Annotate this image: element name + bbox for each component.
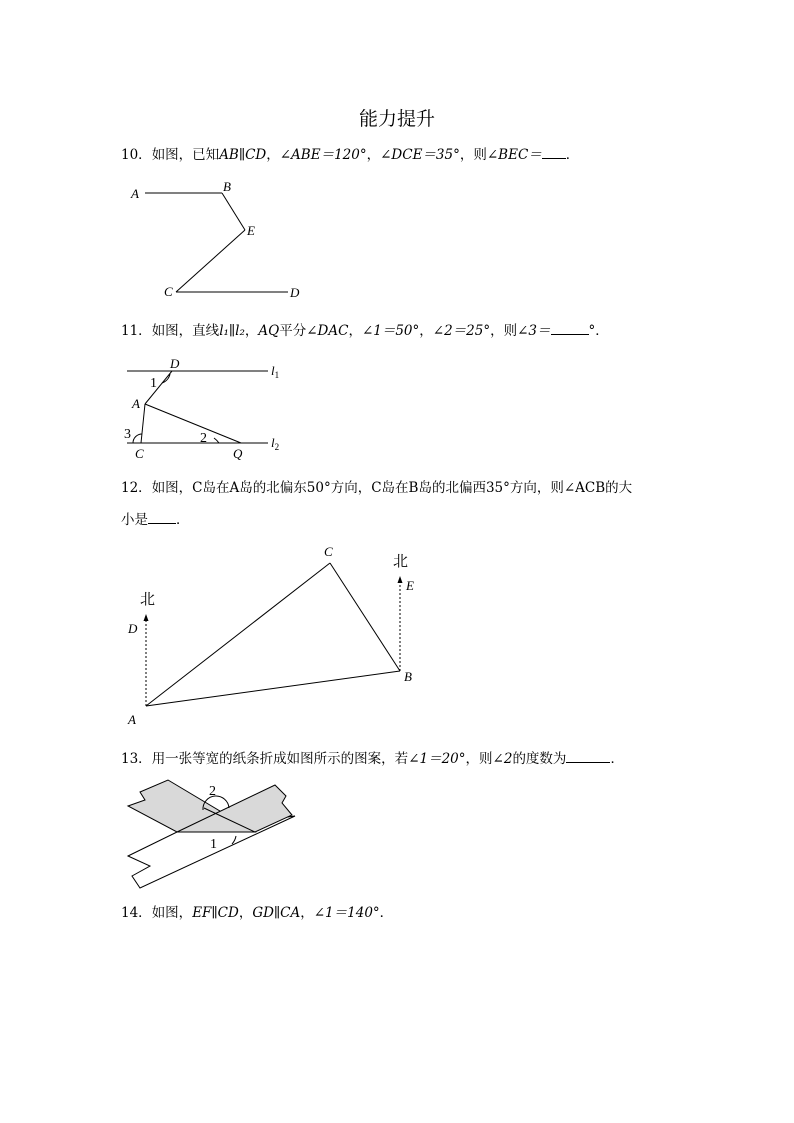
math-expression: ∠1＝50° (361, 323, 420, 339)
question-number: 11． (121, 323, 152, 339)
math-expression: ∠2＝25° (432, 323, 491, 339)
north-label-a: 北 (140, 590, 156, 608)
question-text: 如图， (151, 905, 193, 921)
point-label-b: B (223, 179, 231, 194)
question-number: 14． (121, 905, 152, 921)
math-expression: ∠1＝20° (408, 751, 466, 767)
question-text: ． (610, 751, 624, 767)
question-text: 如图，已知 (151, 147, 220, 163)
question-number: 12． (121, 480, 152, 496)
question-text: 平分 (279, 323, 307, 339)
point-label-b: B (404, 669, 412, 684)
question-number: 13． (121, 751, 152, 767)
math-expression: EF∥CD (192, 905, 239, 921)
math-expression: l₁∥l₂ (219, 323, 245, 339)
angle-label-1: 1 (210, 837, 217, 852)
question-text: ，则 (465, 751, 493, 767)
question-text: ，则 (459, 147, 487, 163)
angle-label-1: 1 (150, 376, 157, 391)
question-text: ， (419, 323, 433, 339)
point-label-d: D (290, 285, 300, 300)
question-text: ，则 (490, 323, 518, 339)
math-expression: GD∥CA (252, 905, 301, 921)
question-text: ． (565, 147, 580, 163)
north-label-b: 北 (393, 552, 409, 570)
point-label-q: Q (233, 446, 243, 461)
question-number: 10． (121, 147, 152, 163)
question-text: ． (176, 512, 190, 528)
question-text: ， (238, 905, 253, 921)
question-text: 用一张等宽的纸条折成如图所示的图案，若 (151, 751, 409, 767)
math-expression: ∠ABE＝120° (279, 147, 367, 163)
question-text: ， (348, 323, 362, 339)
point-label-e: E (406, 578, 414, 593)
question-text: ． (379, 905, 394, 921)
question-text: ， (300, 905, 314, 921)
question-14 (121, 903, 393, 923)
angle-label-3: 3 (124, 427, 131, 442)
question-text: 小是 (121, 512, 148, 528)
question-text: 的度数为 (512, 751, 567, 767)
angle-label-2: 2 (209, 784, 216, 799)
point-label-c: C (135, 446, 144, 461)
math-expression: AB∥CD (219, 147, 267, 163)
question-text: ， (266, 147, 280, 163)
math-expression: ∠DCE＝35° (380, 147, 460, 163)
question-text: 如图，C岛在A岛的北偏东50°方向，C岛在B岛的北偏西35°方向，则∠ACB的大 (151, 480, 633, 496)
point-label-c: C (164, 284, 173, 299)
question-text: ， (366, 147, 381, 163)
point-label-d: D (170, 356, 180, 371)
point-label-c: C (324, 544, 333, 559)
question-text: ， (244, 323, 259, 339)
point-label-d: D (128, 621, 138, 636)
question-text: 如图，直线 (151, 323, 220, 339)
page-title: 能力提升 (358, 108, 435, 130)
math-expression: ∠2 (492, 751, 513, 767)
angle-label-2: 2 (200, 431, 207, 446)
math-expression: ∠DAC (306, 323, 349, 339)
point-label-a: A (132, 396, 140, 411)
point-label-a: A (128, 712, 136, 727)
point-label-a: A (131, 186, 139, 201)
line-label-l2: $l_2$ (271, 435, 280, 452)
line-label-l1: $l_1$ (271, 363, 280, 380)
point-label-e: E (247, 223, 255, 238)
math-expression: ∠BEC＝ (486, 147, 542, 163)
math-expression: ∠3＝ (517, 323, 551, 339)
math-expression: ∠1＝140° (313, 905, 380, 921)
question-text: °． (588, 323, 609, 339)
math-expression: AQ (258, 323, 280, 339)
